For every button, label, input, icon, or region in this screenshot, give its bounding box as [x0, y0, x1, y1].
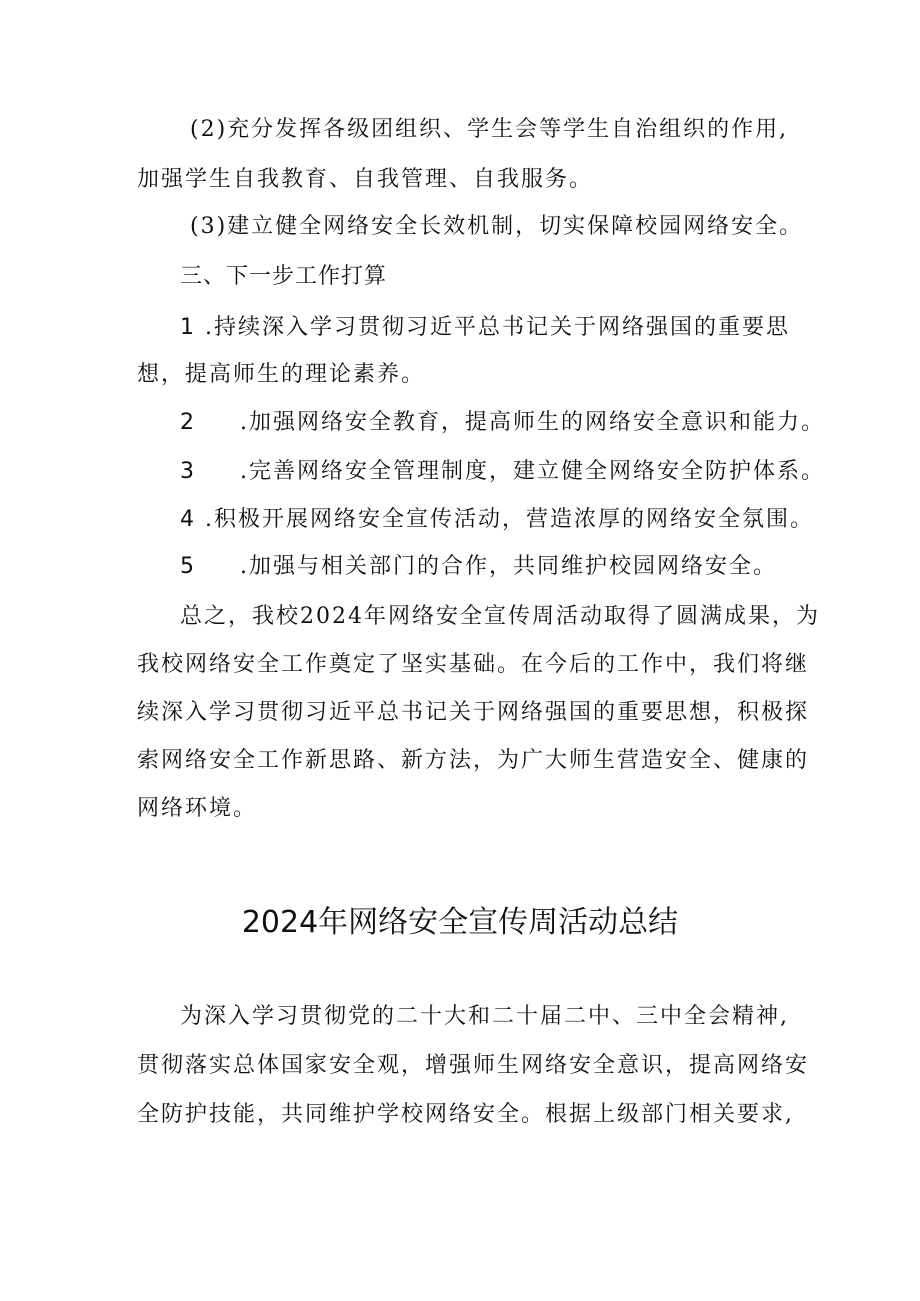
next-step-item-1-continued: 想，提高师生的理论素养。: [137, 362, 426, 387]
item-number: 2: [180, 410, 196, 435]
item-number: 1: [180, 315, 196, 340]
item-text: .加强网络安全教育，提高师生的网络安全意识和能力。: [240, 410, 825, 435]
item-text: .持续深入学习贯彻习近平总书记关于网络强国的重要思: [205, 315, 790, 340]
conclusion-line-5: 网络环境。: [137, 796, 258, 821]
next-step-item-3: [180, 457, 825, 487]
conclusion-line-3: 续深入学习贯彻习近平总书记关于网络强国的重要思想，积极探: [137, 700, 810, 725]
document-title: 2024年网络安全宣传周活动总结: [241, 905, 679, 940]
next-steps-heading: 三、下一步工作打算: [180, 264, 388, 289]
item-number: 4: [180, 507, 196, 532]
item-number: 5: [180, 554, 196, 579]
item-3: (3)建立健全网络安全长效机制，切实保障校园网络安全。: [190, 214, 804, 239]
intro-line-2: 贯彻落实总体国家安全观，增强师生网络安全意识，提高网络安: [137, 1053, 810, 1078]
next-step-item-4: [180, 505, 814, 535]
next-step-item-5: [180, 552, 777, 582]
intro-line-1: 为深入学习贯彻党的二十大和二十届二中、三中全会精神,: [180, 1004, 789, 1029]
conclusion-line-2: 我校网络安全工作奠定了坚实基础。在今后的工作中，我们将继: [137, 652, 810, 677]
next-step-item-2: [180, 408, 825, 438]
item-2-line-2: 加强学生自我教育、自我管理、自我服务。: [137, 167, 594, 192]
conclusion-line-1: 总之，我校2024年网络安全宣传周活动取得了圆满成果，为: [180, 604, 820, 629]
next-step-item-1: [180, 313, 790, 343]
item-text: .加强与相关部门的合作，共同维护校园网络安全。: [240, 554, 777, 579]
conclusion-line-4: 索网络安全工作新思路、新方法，为广大师生营造安全、健康的: [137, 748, 810, 773]
item-text: .完善网络安全管理制度，建立健全网络安全防护体系。: [240, 459, 825, 484]
intro-line-3: 全防护技能，共同维护学校网络安全。根据上级部门相关要求,: [137, 1102, 794, 1127]
item-number: 3: [180, 459, 196, 484]
item-text: .积极开展网络安全宣传活动，营造浓厚的网络安全氛围。: [205, 507, 814, 532]
item-2-line-1: (2)充分发挥各级团组织、学生会等学生自治组织的作用,: [190, 117, 789, 142]
